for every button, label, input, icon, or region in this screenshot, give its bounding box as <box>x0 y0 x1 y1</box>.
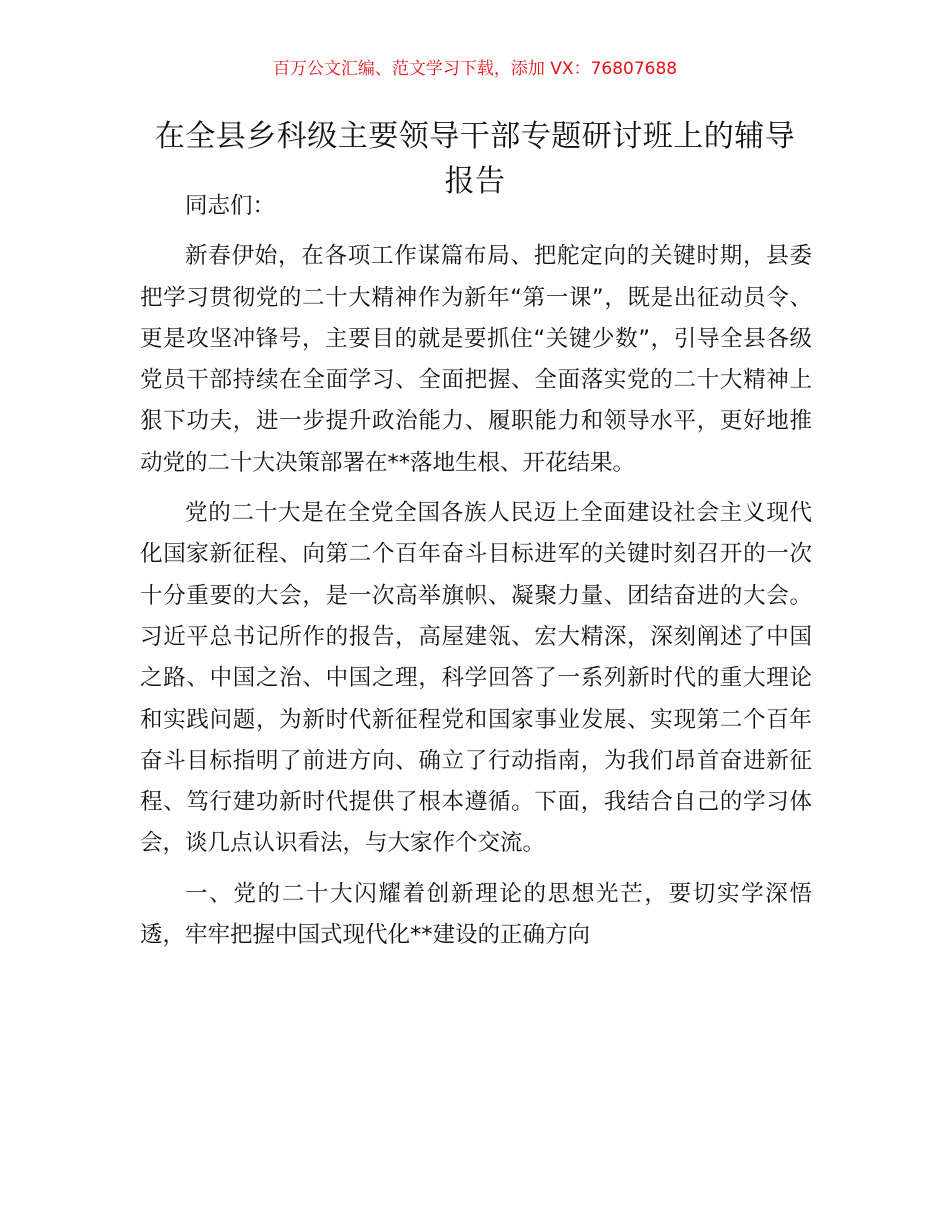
document-title: 在全县乡科级主要领导干部专题研讨班上的辅导报告 <box>154 119 796 199</box>
paragraph-intro: 新春伊始，在各项工作谋篇布局、把舵定向的关键时期，县委把学习贯彻党的二十大精神作为新年“第一课”，既是出征动员令、更是攻坚冲锋号，主要目的就是要抓住“关键少数”，引导全县各级党员干部持续在全面学习、全面把握、全面落实党的二十大精神上狠下功夫，进一步提升政治能力、履职能力和领导水平，更好地推动党的二十大决策部署在**落地生根、开花结果。 <box>140 243 812 476</box>
header-banner: 百万公文汇编、范文学习下载，添加 VX：76807688 <box>272 59 678 79</box>
document-body <box>140 186 812 965</box>
paragraph-background: 党的二十大是在全党全国各族人民迈上全面建设社会主义现代化国家新征程、向第二个百年奋斗目标进军的关键时刻召开的一次十分重要的大会，是一次高举旗帜、凝聚力量、团结奋进的大会。习近平总书记所作的报告，高屋建瓴、宏大精深，深刻阐述了中国之路、中国之治、中国之理，科学回答了一系列新时代的重大理论和实践问题，为新时代新征程党和国家事业发展、实现第二个百年奋斗目标指明了前进方向、确立了行动指南，为我们昂首奋进新征程、笃行建功新时代提供了根本遵循。下面，我结合自己的学习体会，谈几点认识看法，与大家作个交流。 <box>140 500 812 857</box>
salutation: 同志们： <box>185 193 276 219</box>
section-heading-1: 一、党的二十大闪耀着创新理论的思想光芒，要切实学深悟透，牢牢把握中国式现代化**建设的正确方向 <box>140 880 812 949</box>
